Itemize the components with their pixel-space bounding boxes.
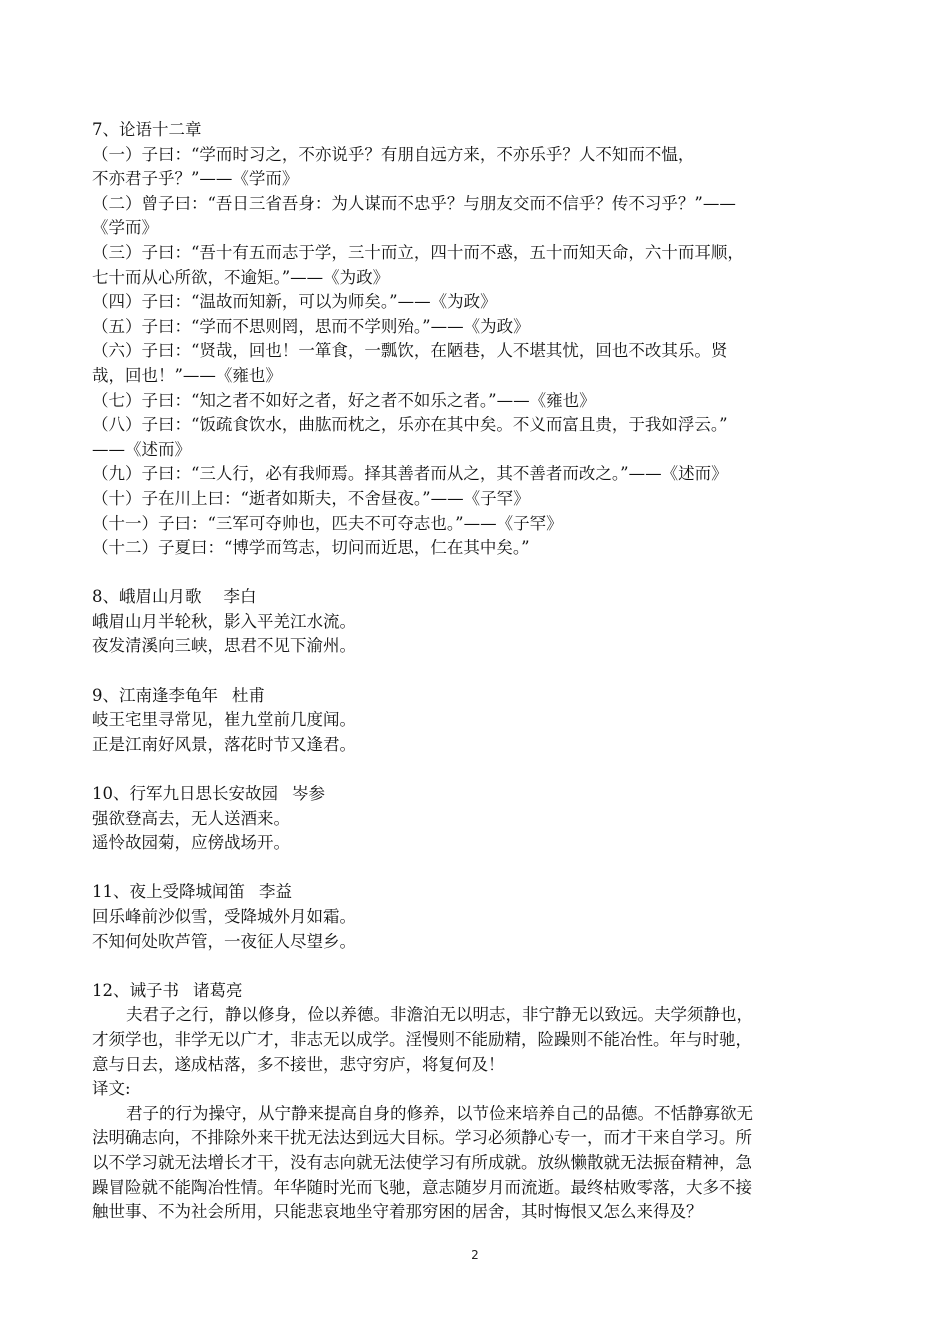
document-page	[92, 118, 862, 1225]
section-title	[92, 585, 862, 610]
poem-line: 回乐峰前沙似雪，受降城外月如霜。	[92, 907, 356, 926]
text-line: （十）子在川上曰：“逝者如斯夫，不舍昼夜。”——《子罕》	[92, 488, 530, 508]
text-line: （一）子曰：“学而时习之，不亦说乎？有朋自远方来，不亦乐乎？人不知而不愠，	[92, 144, 695, 164]
section-title	[92, 880, 862, 905]
essay-title: 12、诫子书	[92, 980, 179, 1000]
translation-line: 以不学习就无法增长才干，没有志向就无法使学习有所成就。放纵懒散就无法振奋精神，急	[92, 1152, 752, 1172]
poem-line: 正是江南好风景，落花时节又逢君。	[92, 734, 356, 754]
text-line: （十二）子夏曰：“博学而笃志，切问而近思，仁在其中矣。”	[92, 538, 530, 558]
section-poem-xingjun	[92, 782, 862, 856]
section-poem-jiangnan	[92, 684, 862, 758]
section-title	[92, 684, 862, 709]
poem-author: 杜甫	[232, 685, 265, 705]
poem-title: 9、江南逢李龟年	[92, 685, 218, 705]
section-jiezishu	[92, 979, 862, 1225]
poem-line: 夜发清溪向三峡，思君不见下渝州。	[92, 636, 356, 656]
section-lunyu	[92, 118, 862, 561]
translation-line: 法明确志向，不排除外来干扰无法达到远大目标。学习必须静心专一，而才干来自学习。所	[92, 1128, 752, 1148]
poem-line: 峨眉山月半轮秋，影入平羌江水流。	[92, 611, 356, 631]
translation-line: 触世事、不为社会所用，只能悲哀地坐守着那穷困的居舍，其时悔恨又怎么来得及？	[92, 1202, 703, 1222]
text-line: 《学而》	[92, 218, 158, 238]
text-line: 才须学也，非学无以广才，非志无以成学。淫慢则不能励精，险躁则不能冶性。年与时驰，	[92, 1029, 752, 1049]
section-poem-shouxiang	[92, 880, 862, 954]
section-title	[92, 979, 862, 1004]
poem-title: 10、行军九日思长安故园	[92, 784, 278, 804]
text-line: 哉，回也！”——《雍也》	[92, 365, 282, 385]
section-poem-emeishan	[92, 585, 862, 659]
text-line: 夫君子之行，静以修身，俭以养德。非澹泊无以明志，非宁静无以致远。夫学须静也，	[126, 1005, 753, 1025]
poem-author: 岑参	[292, 784, 325, 804]
section-title	[92, 782, 862, 807]
text-line: ——《述而》	[92, 439, 191, 459]
text-line: （五）子曰：“学而不思则罔，思而不学则殆。”——《为政》	[92, 316, 530, 336]
text-line: 不亦君子乎？”——《学而》	[92, 169, 299, 189]
poem-line: 强欲登高去，无人送酒来。	[92, 808, 290, 828]
text-line: （八）子曰：“饭疏食饮水，曲肱而枕之，乐亦在其中矣。不义而富且贵，于我如浮云。”	[92, 415, 728, 435]
poem-author: 李白	[223, 587, 257, 607]
text-line: 意与日去，遂成枯落，多不接世，悲守穷庐，将复何及！	[92, 1054, 505, 1074]
text-line: （二）曾子曰：“吾日三省吾身：为人谋而不忠乎？与朋友交而不信乎？传不习乎？”——	[92, 193, 736, 213]
essay-author: 诸葛亮	[193, 980, 243, 1000]
page-number: 2	[471, 1248, 479, 1262]
translation-label: 译文:	[92, 1079, 131, 1099]
text-line: （九）子曰：“三人行，必有我师焉。择其善者而从之，其不善者而改之。”——《述而》	[92, 464, 728, 484]
translation-line: 君子的行为操守，从宁静来提高自身的修养，以节俭来培养自己的品德。不恬静寡欲无	[126, 1103, 753, 1123]
text-line: （四）子曰：“温故而知新，可以为师矣。”——《为政》	[92, 292, 497, 312]
translation-line: 躁冒险就不能陶冶性情。年华随时光而飞驰，意志随岁月而流逝。最终枯败零落，大多不接	[92, 1177, 752, 1197]
section-title: 7、论语十二章	[92, 120, 202, 139]
poem-title: 8、峨眉山月歌	[92, 587, 202, 607]
poem-line: 不知何处吹芦管，一夜征人尽望乡。	[92, 931, 356, 951]
text-line: （六）子曰：“贤哉，回也！一箪食，一瓢饮，在陋巷，人不堪其忧，回也不改其乐。贤	[92, 341, 728, 361]
poem-author: 李益	[259, 882, 292, 902]
text-line: （三）子曰：“吾十有五而志于学，三十而立，四十而不惑，五十而知天命，六十而耳顺，	[92, 242, 744, 262]
text-line: （十一）子曰：“三军可夺帅也，匹夫不可夺志也。”——《子罕》	[92, 513, 563, 533]
poem-line: 遥怜故园菊，应傍战场开。	[92, 833, 290, 853]
poem-title: 11、夜上受降城闻笛	[92, 882, 245, 902]
text-line: （七）子曰：“知之者不如好之者，好之者不如乐之者。”——《雍也》	[92, 390, 596, 410]
poem-line: 岐王宅里寻常见，崔九堂前几度闻。	[92, 710, 356, 730]
text-line: 七十而从心所欲，不逾矩。”——《为政》	[92, 267, 390, 287]
